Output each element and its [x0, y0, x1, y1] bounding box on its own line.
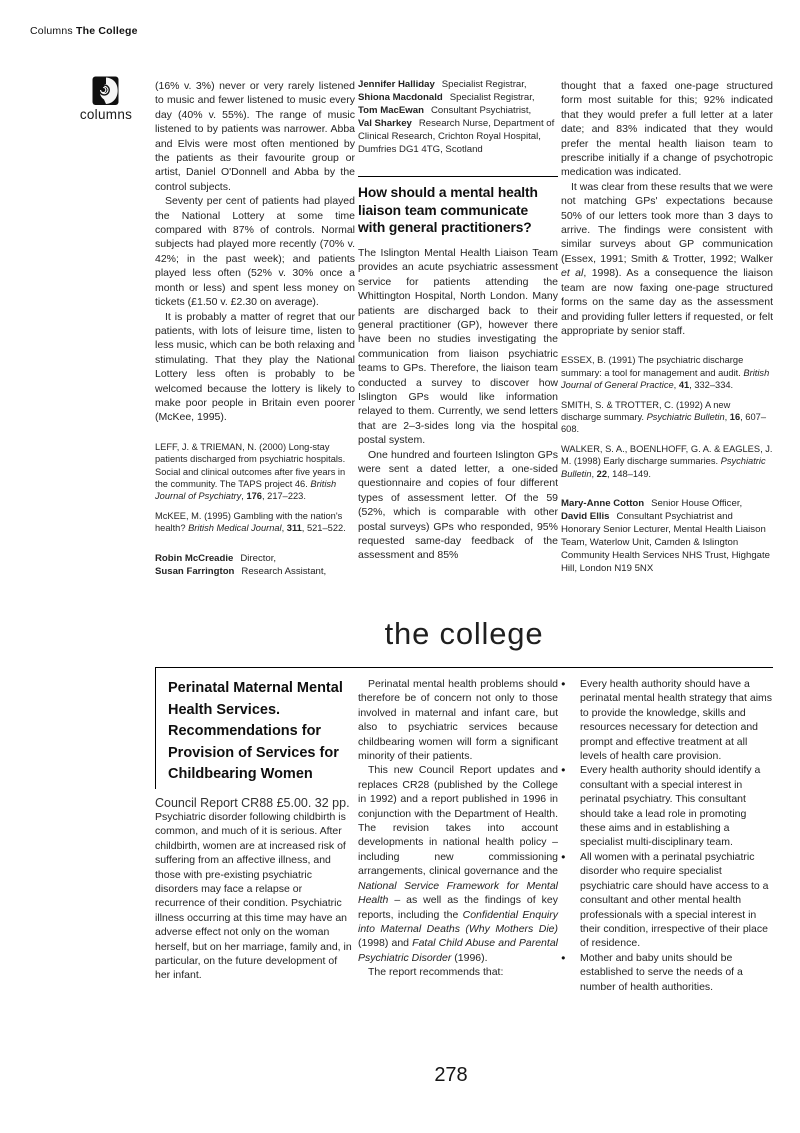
recommendation-list	[561, 677, 774, 994]
reference: McKEE, M. (1995) Gambling with the nation's health? British Medical Journal, 311, 521–522.	[155, 510, 346, 534]
paragraph: It is probably a matter of regret that our patients, with lots of leisure time, listen to less music, which can be both relaxing and stimulating. That they play the National Lottery less often is probably to be welcomed because the lottery is likely to make poor people in Britain even poorer (McKee, 1995).	[155, 310, 355, 424]
top-column-1	[155, 79, 355, 578]
top-column-2	[358, 79, 558, 563]
paragraph: It was clear from these results that we were not matching GPs' expectations because 50% of our letters took more than 3 days to arrive. The findings were consistent with similar surveys about GP communication (Essex, 1991; Smith & Trotter, 1992; Walker et al, 1998). As a consequence the liaison team are now faxing one-page structured forms on the same day as the assessment and providing fuller letters if requested, or felt appropriate by senior staff.	[561, 180, 773, 337]
paragraph: The Islington Mental Health Liaison Team provides an acute psychiatric assessment service for patients attending the Whittington Hospital, North London. Many patients are discharged back to their general practitioner (GP), however there have been no studies investigating the communication from liaison psychiatric teams to GPs. Therefore, the liaison team conducted a survey to discover how Islington GPs would like information relayed to them. Currently, we send letters that are 2–3-sides long via the hospital postal system.	[358, 246, 558, 447]
signature-name: Tom MacEwan	[358, 104, 424, 116]
signature-name: Robin McCreadie	[155, 552, 234, 564]
top-column-3	[561, 79, 773, 575]
signature-name: Mary-Anne Cotton	[561, 497, 645, 509]
paragraph: The report recommends that:	[368, 966, 504, 979]
signature-name: Susan Farrington	[155, 565, 235, 577]
signature-block	[155, 553, 355, 579]
college-column-2	[358, 668, 558, 980]
bullet-text: ● Every health authority should identify a consultant with a special interest in perinatal psychiatry. This consultant should take a lead role in promoting these aims and in establishing a specialist multi-disciplinary team.	[580, 764, 761, 849]
bullet-text: ● Every health authority should have a perinatal mental health strategy that aims to provide the knowledge, skills and resources necessary for detection and prompt and effective treatment at all levels of health care provision.	[580, 678, 773, 763]
report-subtitle: Council Report CR88 £5.00. 32 pp.	[155, 795, 350, 810]
reference: SMITH, S. & TROTTER, C. (1992) A new discharge summary. Psychiatric Bulletin, 16, 607–608.	[561, 399, 766, 435]
signature-name: Shiona Macdonald	[358, 91, 443, 103]
running-head	[30, 25, 138, 37]
reference-list	[155, 441, 355, 535]
section-title: the college	[384, 616, 544, 651]
running-head-label: Columns	[30, 25, 73, 37]
signature	[155, 553, 355, 566]
signature	[561, 511, 773, 576]
bullet-item	[561, 850, 774, 951]
signature	[561, 498, 773, 511]
paragraph: Seventy per cent of patients had played the National Lottery at some time compared with 87% of controls. Normal subjects had played more recently (70% v. 42%; in the past week); and patients played less often (52% v. 30% once a month or less) and spent less money on tickets (£1.50 v. £2.30 on average).	[155, 195, 355, 309]
bullet-item	[561, 951, 774, 994]
signature	[358, 79, 558, 92]
college-column-1	[155, 668, 355, 983]
signature-role: Specialist Registrar,	[449, 91, 535, 103]
article-heading: How should a mental health liaison team communicate with general practitioners?	[358, 185, 538, 236]
signature-block	[561, 498, 773, 575]
bullet-item	[561, 677, 774, 763]
article-divider	[358, 176, 558, 177]
signature-role: Director,	[240, 552, 277, 564]
signature-block	[358, 79, 558, 156]
paragraph: This new Council Report updates and replaces CR28 (published by the College in 1992) and a report published in 1996 in conjunction with the Department of Health. The revision takes into account developments in national health policy – including new commissioning arrangements, clinical governance and the National Service Framework for Mental Health – as well as the findings of key reports, including the Confidential Enquiry into Maternal Deaths (Why Mothers Die) (1998) and Fatal Child Abuse and Parental Psychiatric Disorder (1996).	[358, 764, 558, 964]
bullet-text: ● Mother and baby units should be established to serve the needs of a number of health authorities.	[580, 951, 743, 993]
paragraph: One hundred and fourteen Islington GPs were sent a dated letter, a one-sided questionnaire and copies of four different types of assessment letter. Of the 59 (52%, which is comparable with other postal surveys) GPs who responded, 95% requested same-day feedback of the assessment and 85%	[358, 448, 558, 562]
signature-role: Research Nurse, Department of Clinical Research, Crichton Royal Hospital, Dumfries DG1 4TG, Scotland	[358, 117, 555, 155]
signature-role: Consultant Psychiatrist and Honorary Senior Lecturer, Mental Health Liaison Team, Waterlow Unit, Camden & Islington Community Health Services NHS Trust, Highgate Hill, London N19 5NX	[561, 510, 771, 574]
columns-label: columns	[79, 107, 133, 122]
signature-name: David Ellis	[561, 510, 610, 522]
paragraph: Psychiatric disorder following childbirth is common, and much of it is serious. After childbirth, women are at increased risk of suffering from an affective illness, and those with pre-existing psychiatric disorders may face a relapse or recurrence of their condition. Psychiatric illness occurring at this time may have an adverse effect not only on the woman herself, but on her marriage, family and, in particular, on the future development of her infant.	[155, 810, 352, 982]
signature	[358, 105, 558, 118]
signature-role: Specialist Registrar,	[441, 79, 527, 90]
bullet-item	[561, 763, 774, 849]
reference-list	[561, 354, 773, 480]
bullet-text: ● All women with a perinatal psychiatric disorder who require specialist psychiatric care should have access to a consultant and other mental health professionals with a special interest in their condition, irrespective of their place of residence.	[580, 850, 769, 950]
paragraph: Perinatal mental health problems should therefore be of concern not only to those involved in maternal and infant care, but also to psychiatric services because childbearing women will form a significant minority of their patients.	[358, 678, 558, 763]
signature-role: Consultant Psychiatrist,	[430, 104, 532, 116]
reference: ESSEX, B. (1991) The psychiatric discharge summary: a tool for management and audit. British Journal of General Practice, 41, 332–334.	[561, 355, 770, 391]
paragraph: thought that a faxed one-page structured form most suitable for this; 92% indicated that they would prefer a full letter at a later date; and 83% indicated that they would prefer the mental health liaison team to prescribe initially if a change of psychotropic medication was indicated.	[561, 80, 773, 179]
signature-role: Senior House Officer,	[651, 497, 743, 509]
signature-name: Jennifer Halliday	[358, 79, 435, 90]
signature	[155, 566, 355, 579]
reference: LEFF, J. & TRIEMAN, N. (2000) Long-stay patients discharged from psychiatric hospitals. Social and clinical outcomes after five years in the community. The TAPS project 46. British Journal of Psychiatry, 176, 217–223.	[155, 441, 346, 502]
signature	[358, 92, 558, 105]
college-column-3	[561, 668, 774, 994]
signature-name: Val Sharkey	[358, 117, 412, 129]
signature-role: Research Assistant,	[241, 565, 327, 577]
columns-icon	[92, 76, 119, 111]
paragraph: (16% v. 3%) never or very rarely listened to music and fewer listened to music every day (40% v. 55%). The range of music listened to by patients was narrower. Abba and Elvis were most often mentioned by the patients as their favourite group or artist, Daniel O'Donnell and Abba by the control subjects.	[155, 80, 355, 193]
report-box-title: Perinatal Maternal Mental Health Services. Recommendations for Provision of Services for Childbearing Women	[155, 668, 355, 789]
reference: WALKER, S. A., BOENLHOFF, G. A. & EAGLES, J. M. (1998) Early discharge summaries. Psychiatric Bulletin, 22, 148–149.	[561, 443, 773, 479]
signature	[358, 118, 558, 157]
running-head-title: The College	[75, 25, 138, 37]
page-number: 278	[434, 1064, 468, 1086]
